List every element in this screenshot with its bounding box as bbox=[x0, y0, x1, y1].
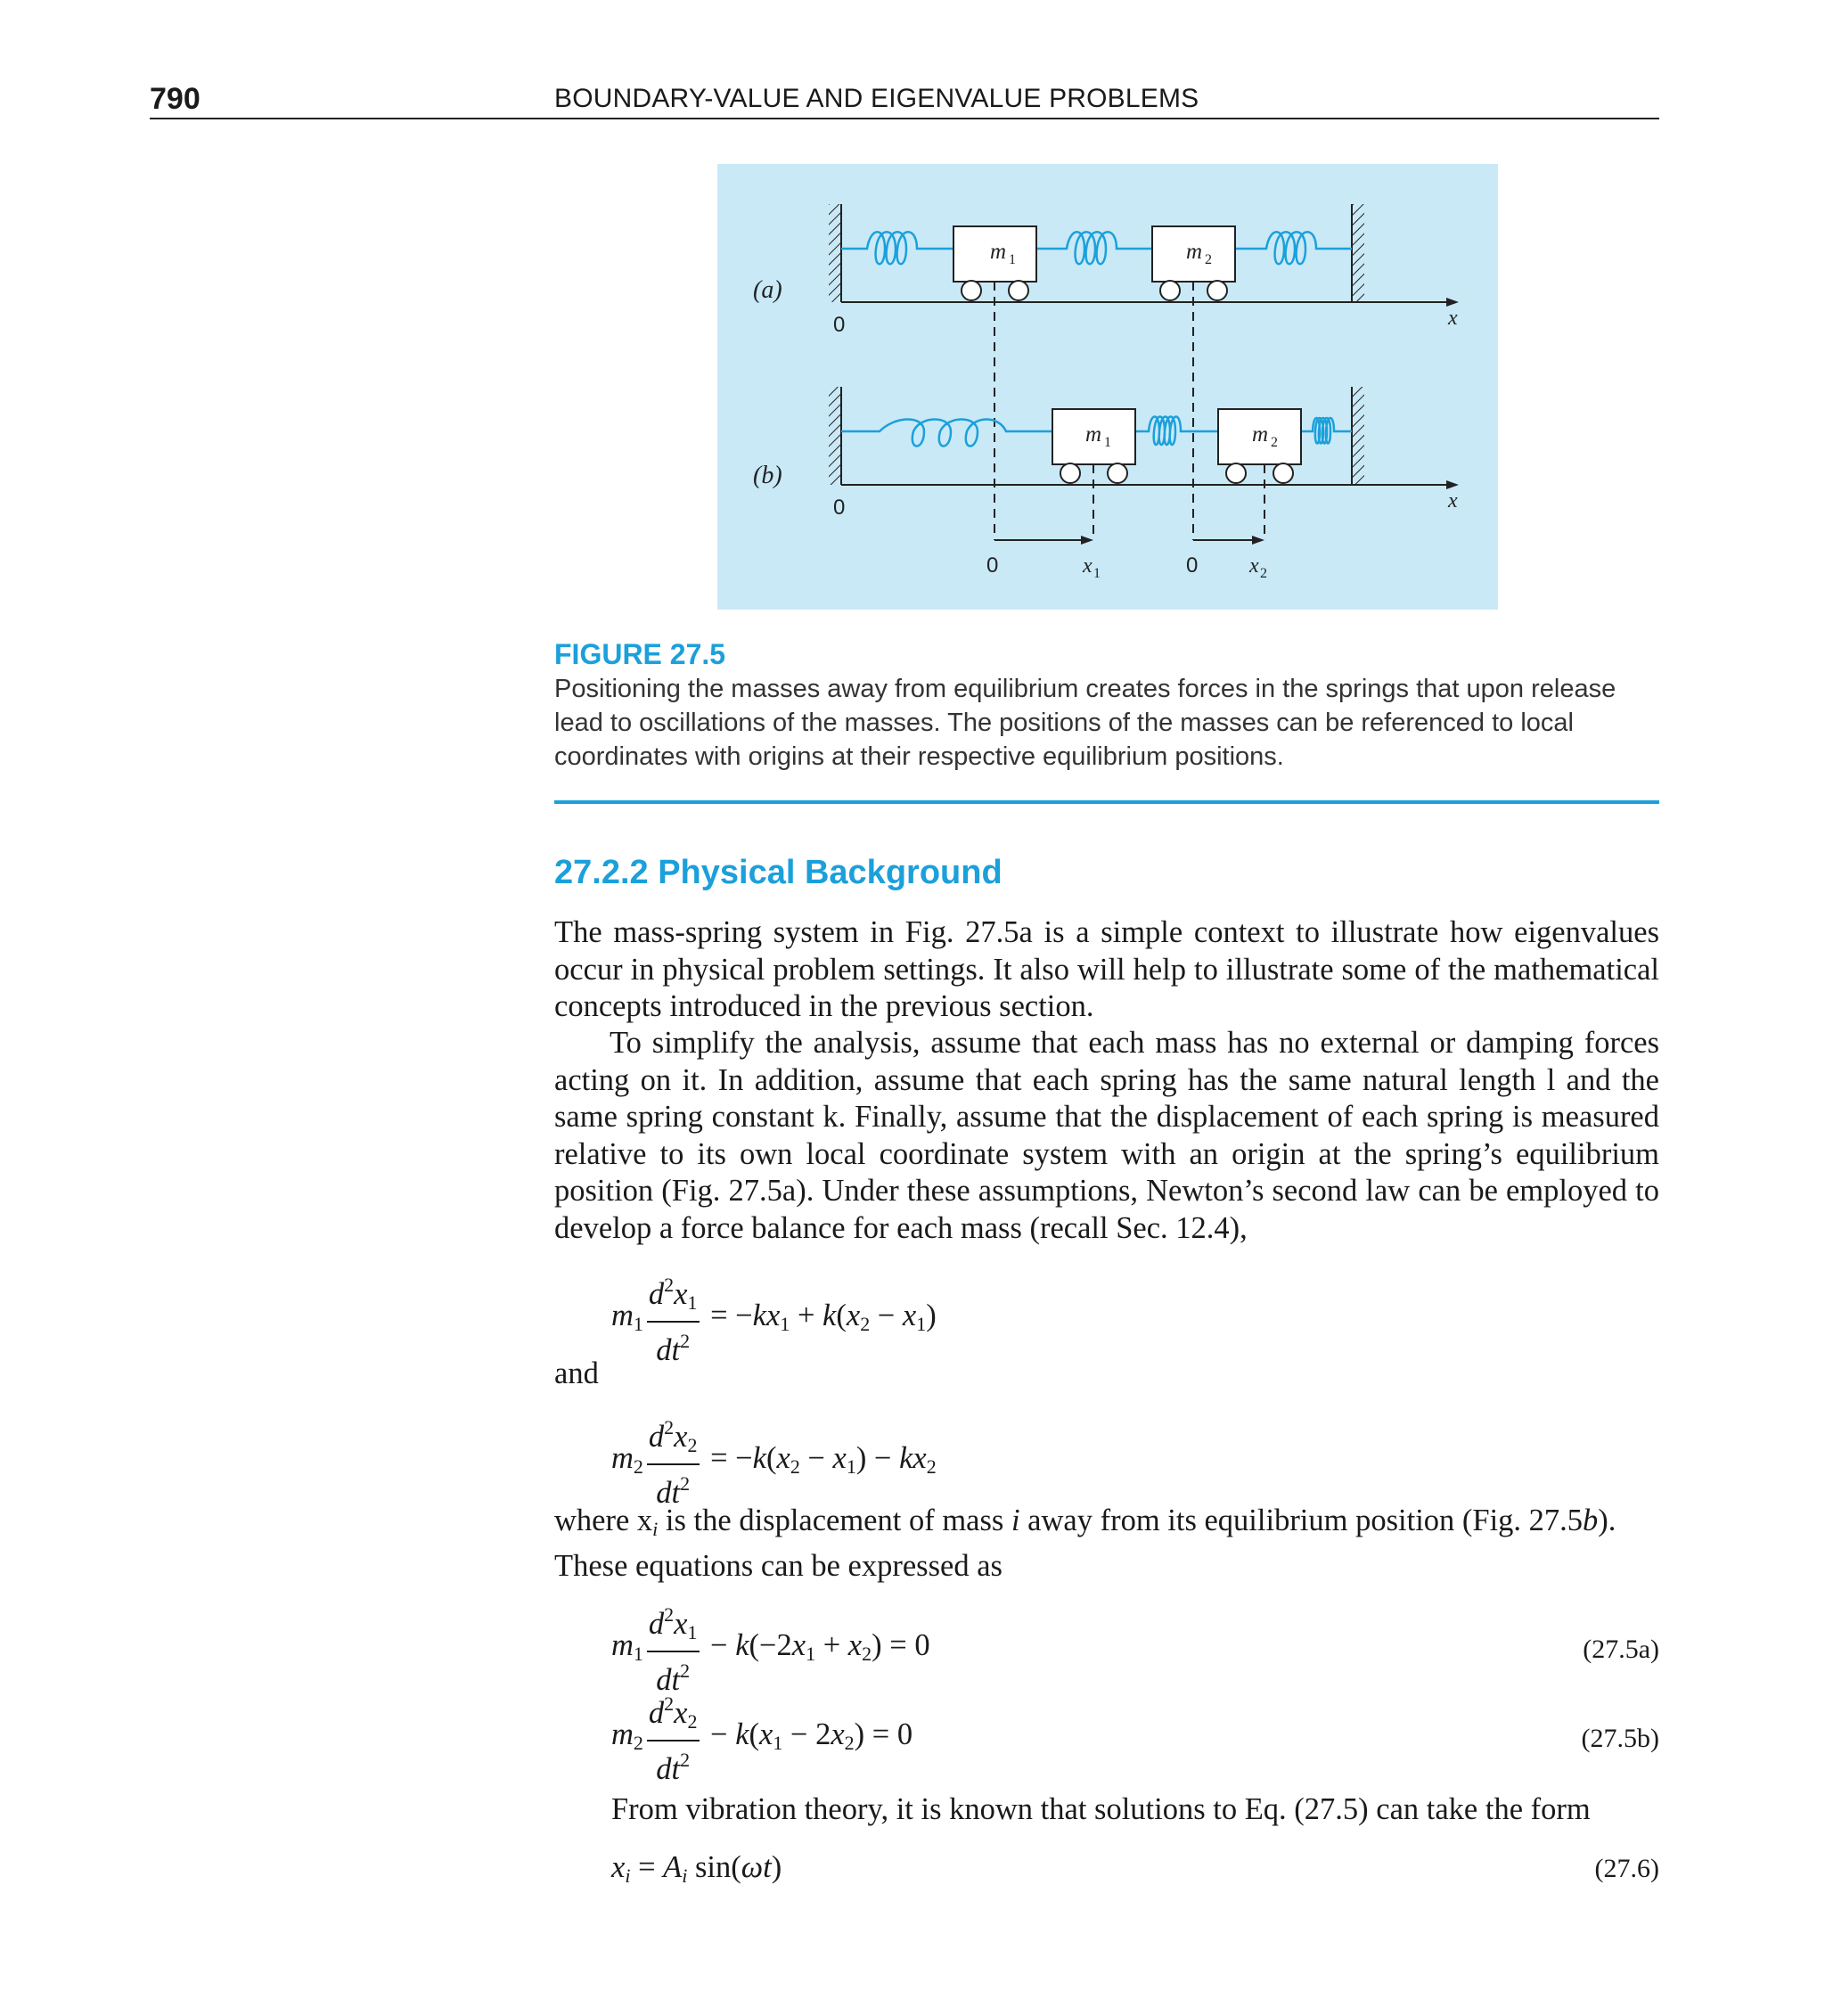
equation-number-27-5a: (27.5a) bbox=[1583, 1635, 1659, 1664]
where-mass-i: i bbox=[1011, 1504, 1020, 1537]
right-wall-b bbox=[1352, 387, 1364, 485]
panel-a bbox=[753, 204, 1459, 337]
wheel bbox=[962, 281, 981, 300]
paragraph-2: To simplify the analysis, assume that each mass has no external or damping forces acting on it. In addition, assume that each spring has the same natural length l and the same spring constant k. Finally, assume that the displacement of each spring is measured relative to its own local coordinate system with an origin at the spring’s equilibrium position (Fig. 27.5a). Under these assumptions, Newton’s second law can be employed to develop a force balance for each mass (recall Sec. 12.4), bbox=[554, 1026, 1659, 1245]
section-heading: 27.2.2 Physical Background bbox=[554, 854, 1003, 891]
mass-2-sub-b: 2 bbox=[1271, 435, 1278, 450]
wheel bbox=[1009, 281, 1028, 300]
where-line-2: These equations can be expressed as bbox=[554, 1548, 1003, 1583]
mass-1-sub-a: 1 bbox=[1009, 252, 1016, 267]
where-text-5: away from its equilibrium position (Fig. 27.5 bbox=[1019, 1504, 1584, 1537]
mass-1-label-b: m bbox=[1085, 422, 1102, 447]
where-text-1: where x bbox=[554, 1504, 653, 1537]
left-wall-a bbox=[829, 204, 841, 302]
spring-a-3 bbox=[1235, 232, 1352, 264]
mass-spring-diagram bbox=[717, 164, 1498, 610]
figure-caption: Positioning the masses away from equilibrium creates forces in the springs that upon release lead to oscillations of the masses. The positions of the masses can be referenced to local coordinates with origins at their respective equilibrium positions. bbox=[554, 675, 1616, 771]
mass-2-label-a: m bbox=[1186, 240, 1203, 264]
mass-2-sub-a: 2 bbox=[1205, 252, 1212, 267]
caption-rule bbox=[554, 800, 1659, 804]
running-head: BOUNDARY-VALUE AND EIGENVALUE PROBLEMS bbox=[554, 84, 1199, 113]
mass-1-label-a: m bbox=[990, 240, 1007, 264]
equation-force-balance-2: $m_2$ $\frac{d^2x_2}{dt^2}$ = $-k(x_2 - x_1) - kx_2$ bbox=[611, 1412, 937, 1510]
wheel bbox=[1207, 281, 1227, 300]
equation-number-27-6: (27.6) bbox=[1594, 1854, 1659, 1883]
origin-a: 0 bbox=[833, 313, 846, 337]
spring-b-2 bbox=[1135, 417, 1218, 446]
spring-b-1 bbox=[841, 420, 1052, 447]
where-text-7: ). bbox=[1598, 1504, 1616, 1537]
axis-label-b: x bbox=[1448, 489, 1458, 512]
spring-a-1 bbox=[841, 232, 953, 264]
local-origin-1: 0 bbox=[986, 553, 999, 578]
wheel bbox=[1060, 463, 1080, 483]
x2-label: x bbox=[1249, 554, 1259, 578]
x2-sub: 2 bbox=[1260, 566, 1267, 581]
origin-b: 0 bbox=[833, 496, 846, 520]
wheel bbox=[1226, 463, 1246, 483]
equation-27-5a: $m_1$ $\frac{d^2x_1}{dt^2}$ − $k(-2x_1 + x_2) = 0$ bbox=[611, 1599, 930, 1697]
wheel bbox=[1273, 463, 1293, 483]
panel-b bbox=[753, 387, 1459, 581]
header-rule bbox=[150, 118, 1659, 119]
mass-1-sub-b: 1 bbox=[1104, 435, 1111, 450]
x1-label: x bbox=[1083, 554, 1093, 578]
wheel bbox=[1160, 281, 1180, 300]
equation-27-6: $x_i = A_i$ sin(ωt) bbox=[611, 1850, 782, 1887]
mass-2-label-b: m bbox=[1252, 422, 1269, 447]
spring-b-3 bbox=[1301, 418, 1352, 444]
where-text-3: is the displacement of mass bbox=[658, 1504, 1011, 1537]
where-paragraph bbox=[554, 1503, 1659, 1585]
vibration-paragraph: From vibration theory, it is known that solutions to Eq. (27.5) can take the form bbox=[611, 1792, 1591, 1826]
where-fig-b: b bbox=[1583, 1504, 1599, 1537]
and-text: and bbox=[554, 1356, 599, 1390]
equation-force-balance-1: $m_1$ $\frac{d^2x_1}{dt^2}$ = $-kx_1 + k(x_2 - x_1)$ bbox=[611, 1269, 937, 1367]
panel-a-label: (a) bbox=[753, 276, 782, 304]
left-wall-b bbox=[829, 387, 841, 485]
panel-b-label: (b) bbox=[753, 462, 782, 489]
spring-a-2 bbox=[1036, 232, 1152, 264]
page-number: 790 bbox=[150, 82, 201, 116]
right-wall-a bbox=[1352, 204, 1364, 302]
paragraph-1: The mass-spring system in Fig. 27.5a is a simple context to illustrate how eigenvalues occur in physical problem settings. It also will help to illustrate some of the mathematical concepts introduced in the previous section. bbox=[554, 915, 1659, 1023]
where-sub-i: i bbox=[652, 1518, 659, 1540]
figure-27-5 bbox=[717, 164, 1498, 610]
equation-number-27-5b: (27.5b) bbox=[1581, 1724, 1659, 1753]
equation-27-5b: $m_2$ $\frac{d^2x_2}{dt^2}$ − $k(x_1 - 2x_2) = 0$ bbox=[611, 1688, 912, 1786]
x1-sub: 1 bbox=[1093, 566, 1101, 581]
axis-label-a: x bbox=[1448, 307, 1458, 330]
wheel bbox=[1108, 463, 1127, 483]
figure-label: FIGURE 27.5 bbox=[554, 638, 726, 670]
local-origin-2: 0 bbox=[1186, 553, 1199, 578]
